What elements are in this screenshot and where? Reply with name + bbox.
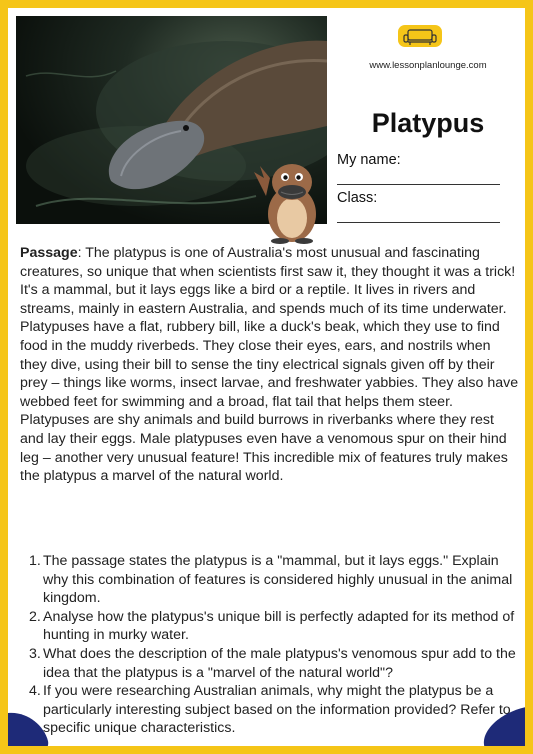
corner-wave-left — [8, 706, 58, 746]
question-item: 4. If you were researching Australian animals, why might the platypus be a particularly interesting subject based on the information provided? Refer to specific unique characteristics. — [29, 683, 511, 737]
passage-label: Passage — [20, 245, 78, 261]
class-label: Class: — [337, 190, 378, 206]
question-item: 3. What does the description of the male platypus's venomous spur add to the idea that the platypus is a "marvel of the natural world"? — [29, 645, 516, 681]
corner-wave-right — [463, 706, 525, 746]
passage — [20, 244, 520, 486]
website-url: www.lessonplanlounge.com — [369, 60, 487, 71]
question-item: 2. Analyse how the platypus's unique bill is perfectly adapted for its method of hunting in murky water. — [29, 608, 515, 644]
page-title: Platypus — [371, 108, 485, 138]
passage-paragraph-1: Passage: The platypus is one of Australia's most unusual and fascinating creatures, so unique that when scientists first saw it, they thought it was a trick! It's a mammal, but it lays eggs like a bird or a reptile. It lives in rivers and streams, mainly in eastern Australia, and spends much of its time underwater. — [20, 245, 516, 317]
name-label: My name: — [337, 152, 401, 168]
passage-paragraph-2: Platypuses have a flat, rubbery bill, like a duck's beak, which they use to find food in the muddy riverbeds. They close their eyes, ears, and nostrils when they dive, using their bill to sense the tiny electrical signals given off by their prey – things like worms, insect larvae, and freshwater yabbies. They also have webbed feet for swimming and a broad, flat tail that helps them steer. Platypuses are shy animals and build burrows in riverbanks where they rest and lay their eggs. Male platypuses even have a venomous spur on their hind leg – another very unusual feature! This incredible mix of features truly makes the platypus a marvel of the natural world. — [20, 319, 519, 485]
name-line — [337, 184, 500, 185]
sofa-icon — [394, 22, 446, 54]
platypus-mascot-icon — [248, 148, 332, 244]
question-list — [20, 552, 520, 738]
question-item: 1. The passage states the platypus is a "mammal, but it lays eggs." Explain why this combination of features is considered highly unusual in the animal kingdom. — [29, 553, 513, 607]
worksheet-page — [8, 8, 525, 746]
class-line — [337, 222, 500, 223]
